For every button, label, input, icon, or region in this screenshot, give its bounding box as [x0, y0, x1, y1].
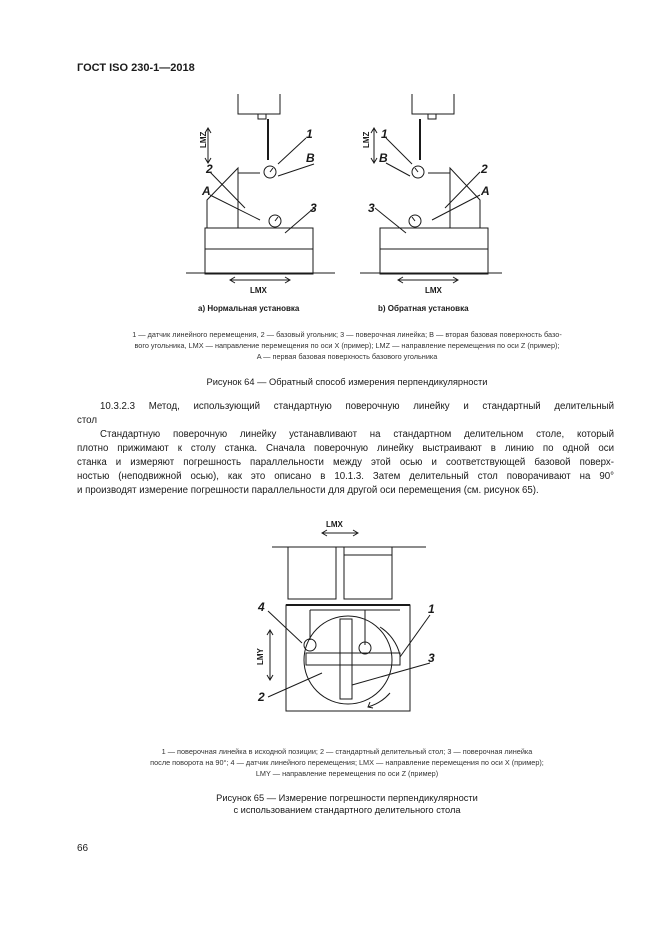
fig65-legend-line: LMY — направление перемещения по оси Z (пример) [255, 769, 439, 778]
fig65-caption-line: с использованием стандартного делительного стола [233, 805, 461, 815]
fig64b-label-1: 1 [381, 127, 388, 141]
page-number: 66 [77, 843, 89, 854]
fig65-label-3: 3 [428, 651, 435, 665]
fig65-label-lmx: LMX [326, 520, 343, 529]
fig64b-label-B: B [379, 151, 388, 165]
fig64-sublabel-b: b) Обратная установка [378, 304, 469, 313]
fig64a-label-lmx: LMX [250, 286, 267, 295]
figure-64b [360, 94, 502, 295]
figure-64a [186, 94, 335, 295]
fig64a-label-1: 1 [306, 127, 313, 141]
fig65-label-lmy: LMY [256, 648, 265, 665]
paragraph-line: ностью (неподвижной осью), как это описано в 10.1.3. Затем делительный стол поворачивают на 90° [77, 471, 614, 482]
fig64b-label-lmz: LMZ [362, 131, 371, 148]
fig64-legend-line: 1 — датчик линейного перемещения, 2 — базовый угольник; 3 — поверочная линейка; B — вторая базовая поверхность базо- [132, 330, 562, 339]
paragraph-line: и производят измерение погрешности параллельности для другой оси перемещения (см. рисунок 65). [77, 485, 539, 496]
figure-65-drawing [240, 515, 440, 720]
paragraph-line: плотно прижимают к столу станка. Сначала поверочную линейку выстраивают в линию по одной оси [77, 443, 614, 454]
fig64-legend-line: вого угольника, LMX — направление перемещения по оси X (пример); LMZ — направление перемещения по оси Z (пример); [134, 341, 560, 350]
figure-65-legend [77, 746, 617, 779]
fig64a-label-2: 2 [206, 162, 213, 176]
fig64b-label-3: 3 [368, 201, 375, 215]
fig64-sublabel-a: a) Нормальная установка [198, 304, 300, 313]
fig64-legend-line: A — первая базовая поверхность базового угольника [256, 352, 438, 361]
figure-64-caption: Рисунок 64 — Обратный способ измерения перпендикулярности [206, 377, 488, 387]
figure-64-legend [77, 329, 617, 362]
fig64b-label-lmx: LMX [425, 286, 442, 295]
fig65-label-4: 4 [258, 600, 265, 614]
section-title [77, 400, 614, 428]
fig65-label-1: 1 [428, 602, 435, 616]
fig64a-label-B: B [306, 151, 315, 165]
fig64b-label-A: A [481, 184, 490, 198]
paragraph-line: Стандартную поверочную линейку устанавливают на стандартном делительном столе, который [100, 429, 614, 440]
document-header: ГОСТ ISO 230-1—2018 [77, 62, 195, 74]
fig65-legend-line: после поворота на 90°; 4 — датчик линейного перемещения; LMX — направление перемещения по оси X (пример); [150, 758, 544, 767]
fig65-label-2: 2 [258, 690, 265, 704]
figure-64-drawing [170, 88, 510, 318]
section-paragraph [77, 428, 614, 498]
figure-65-caption [77, 792, 617, 816]
fig64a-label-A: A [202, 184, 211, 198]
fig64a-label-lmz: LMZ [199, 131, 208, 148]
paragraph-line: станка и измеряют погрешность параллельности между этой осью и соответствующей базовой поверх- [77, 457, 614, 468]
fig64b-label-2: 2 [481, 162, 488, 176]
section-title-line: 10.3.2.3 Метод, использующий стандартную поверочную линейку и стандартный делительный [100, 401, 614, 412]
section-title-line: стол [77, 415, 97, 426]
fig65-caption-line: Рисунок 65 — Измерение погрешности перпендикулярности [216, 793, 478, 803]
fig64a-label-3: 3 [310, 201, 317, 215]
fig65-legend-line: 1 — поверочная линейка в исходной позиции; 2 — стандартный делительный стол; 3 — поверочная линейка [161, 747, 533, 756]
